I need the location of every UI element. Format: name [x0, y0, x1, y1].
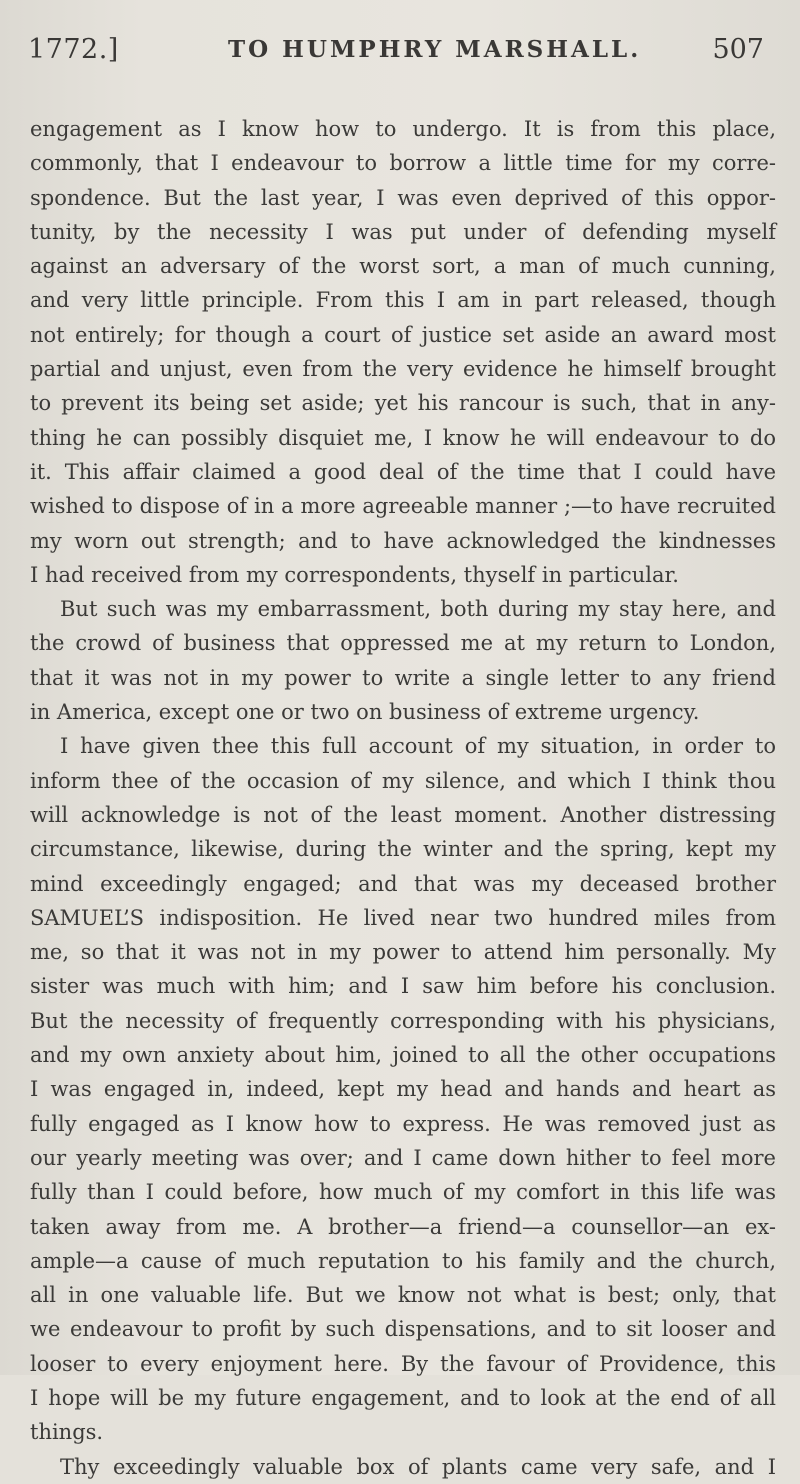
text-line: my worn out strength; and to have acknowledged the kindnesses — [30, 528, 776, 553]
text-line: partial and unjust, even from the very evidence he himself brought — [30, 357, 776, 382]
text-line: and my own anxiety about him, joined to all the other occupations — [30, 1043, 776, 1068]
text-line: sister was much with him; and I saw him before his conclusion. — [30, 974, 776, 999]
text-line: we endeavour to profit by such dispensations, and to sit looser and — [30, 1317, 776, 1342]
text-line: all in one valuable life. But we know not what is best; only, that — [30, 1283, 776, 1308]
text-line: in America, except one or two on business of extreme urgency. — [30, 700, 700, 725]
text-line: fully engaged as I know how to express. He was removed just as — [30, 1111, 776, 1136]
text-line: not entirely; for though a court of justice set aside an award most — [30, 322, 776, 347]
text-line: ample—a cause of much reputation to his family and the church, — [30, 1248, 776, 1273]
running-head — [28, 28, 768, 72]
text-line: things. — [30, 1420, 104, 1445]
text-line: I have given thee this full account of my situation, in order to — [60, 734, 776, 759]
text-line: that it was not in my power to write a single letter to any friend — [30, 665, 776, 690]
text-line: thing he can possibly disquiet me, I know he will endeavour to do — [30, 425, 776, 450]
text-line: tunity, by the necessity I was put under of defending myself — [30, 219, 776, 244]
header-year: 1772.] — [28, 34, 119, 65]
text-line: inform thee of the occasion of my silence, and which I think thou — [30, 768, 776, 793]
text-line: commonly, that I endeavour to borrow a little time for my corre- — [30, 151, 776, 176]
text-line: me, so that it was not in my power to attend him personally. My — [30, 940, 776, 965]
text-line: spondence. But the last year, I was even deprived of this oppor- — [30, 185, 776, 210]
text-line: to prevent its being set aside; yet his rancour is such, that in any- — [30, 391, 776, 416]
text-line: But the necessity of frequently corresponding with his physicians, — [30, 1008, 776, 1033]
text-line: I had received from my correspondents, thyself in particular. — [30, 562, 679, 587]
text-line: fully than I could before, how much of my comfort in this life was — [30, 1180, 776, 1205]
text-line: the crowd of business that oppressed me at my return to London, — [30, 631, 776, 656]
text-line: Thy exceedingly valuable box of plants came very safe, and I — [60, 1454, 776, 1479]
text-line: taken away from me. A brother—a friend—a counsellor—an ex- — [30, 1214, 776, 1239]
text-line: wished to dispose of in a more agreeable manner ;—to have recruited — [30, 494, 776, 519]
text-line: and very little principle. From this I am in part released, though — [30, 288, 776, 313]
text-line: mind exceedingly engaged; and that was my deceased brother — [30, 871, 776, 896]
letter-body — [30, 112, 776, 1484]
text-line: I was engaged in, indeed, kept my head and hands and heart as — [30, 1077, 776, 1102]
header-title: TO HUMPHRY MARSHALL. — [228, 36, 642, 63]
text-line: will acknowledge is not of the least moment. Another distressing — [30, 802, 776, 827]
text-line: engagement as I know how to undergo. It is from this place, — [30, 117, 776, 141]
text-line: looser to every enjoyment here. By the favour of Providence, this — [30, 1351, 776, 1376]
text-line: SAMUEL’S indisposition. He lived near two hundred miles from — [30, 905, 776, 930]
text-line: it. This affair claimed a good deal of the time that I could have — [30, 459, 776, 484]
text-line: our yearly meeting was over; and I came down hither to feel more — [30, 1145, 776, 1170]
text-line: But such was my embarrassment, both during my stay here, and — [60, 597, 776, 622]
text-line: against an adversary of the worst sort, a man of much cunning, — [30, 254, 776, 279]
text-line: I hope will be my future engagement, and to look at the end of all — [30, 1385, 776, 1410]
page-number: 507 — [712, 34, 764, 65]
text-line: circumstance, likewise, during the winter and the spring, kept my — [30, 837, 776, 862]
